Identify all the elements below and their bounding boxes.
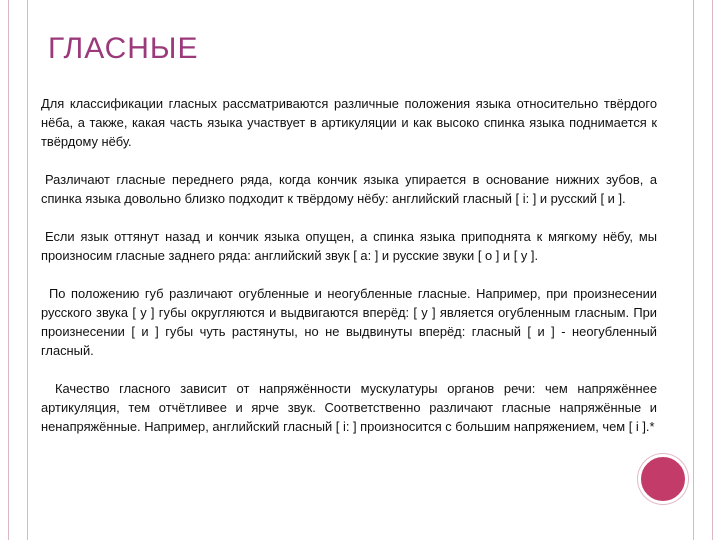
paragraph-classification: Для классификации гласных рассматриваются различные положения языка относительно твёрдого нёба, а также, какая часть языка участвует в артикуляции и как высоко спинка языка поднимается к твёрдому нёбу. (41, 96, 657, 149)
paragraph-front-vowels: Различают гласные переднего ряда, когда кончик языка упирается в основание нижних зубов, а спинка языка довольно близко подходит к твёрдому нёбу: английский гласный [ i: ] и русский [ и ]. (41, 172, 657, 206)
slide-body (41, 94, 657, 455)
paragraph-tense-vowels: Качество гласного зависит от напряжённости мускулатуры органов речи: чем напряжённее артикуляция, тем отчётливее и ярче звук. Соответственно различают гласные напряжённые и ненапряжённые. Например, английский гласный [ i: ] произносится с большим напряжением, чем [ i ].* (41, 381, 657, 434)
slide-title: ГЛАСНЫЕ (48, 32, 199, 65)
left-border-decoration (8, 0, 28, 540)
paragraph-rounded-vowels: По положению губ различают огубленные и неогубленные гласные. Например, при произнесении русского звука [ у ] губы округляются и выдвигаются вперёд: [ у ] является огубленным гласным. При произнесении [ и ] губы чуть растянуты, но не выдвинуты вперёд: гласный [ и ] - неогубленный гласный. (41, 286, 657, 358)
accent-circle-decoration (638, 454, 688, 504)
right-border-decoration (693, 0, 713, 540)
paragraph-back-vowels: Если язык оттянут назад и кончик языка опущен, а спинка языка приподнята к мягкому нёбу, мы произносим гласные заднего ряда: английский звук [ a: ] и русские звуки [ о ] и [ у ]. (41, 229, 657, 263)
